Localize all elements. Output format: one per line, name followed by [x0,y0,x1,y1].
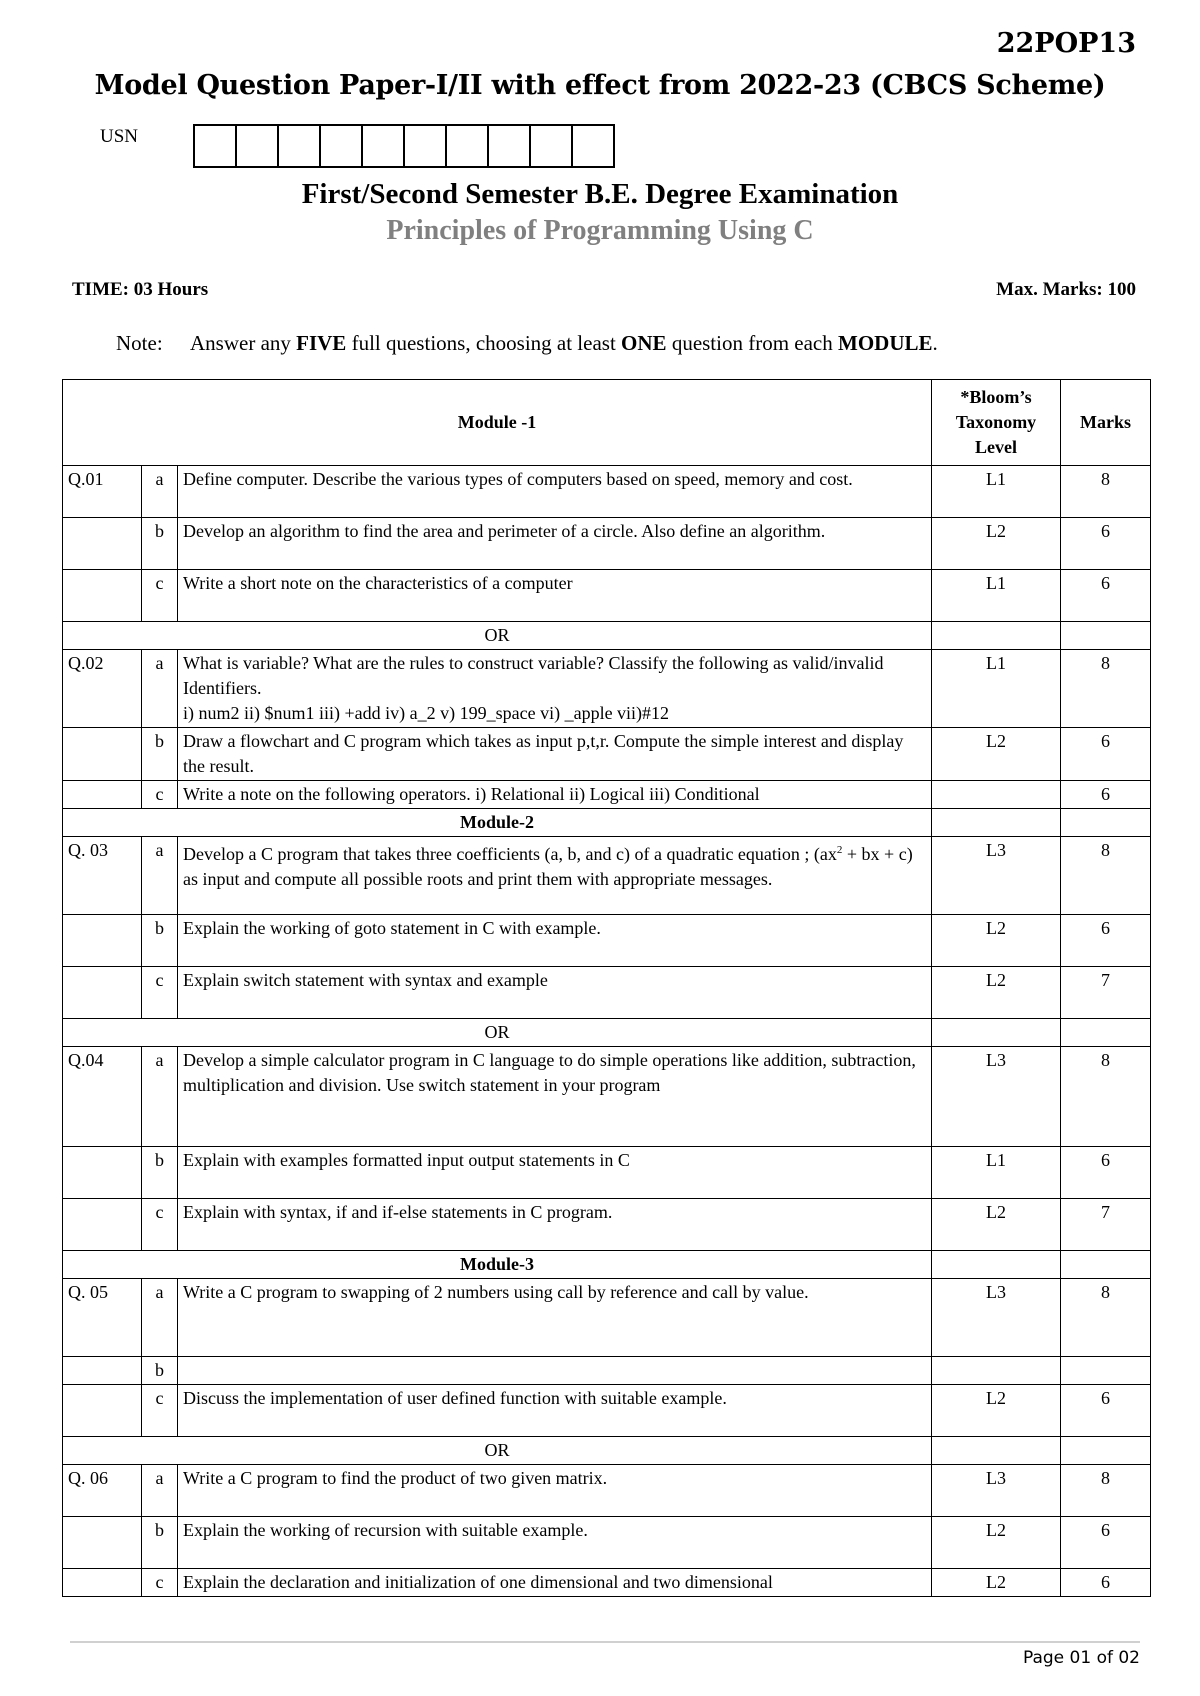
usn-boxes [193,124,615,168]
empty-cell [63,570,142,622]
empty-cell [63,1569,142,1597]
question-text [178,837,932,915]
note-part: question from each [666,331,839,355]
marks-value: 8 [1061,1279,1151,1357]
blooms-level: L3 [932,837,1061,915]
empty-cell [932,1357,1061,1385]
question-text: Explain the working of goto statement in C with example. [178,915,932,967]
question-text: Draw a flowchart and C program which takes as input p,t,r. Compute the simple interest and display the result. [178,728,932,781]
table-row [63,650,1151,728]
blooms-level: L2 [932,967,1061,1019]
question-part: c [142,570,178,622]
usn-box[interactable] [237,124,279,168]
question-part: b [142,518,178,570]
table-row [63,518,1151,570]
table-row [63,1517,1151,1569]
question-text: Write a C program to swapping of 2 numbers using call by reference and call by value. [178,1279,932,1357]
blooms-level: L3 [932,1047,1061,1147]
question-text: Write a short note on the characteristics of a computer [178,570,932,622]
question-part: c [142,781,178,809]
marks-value: 7 [1061,967,1151,1019]
empty-cell [1061,622,1151,650]
blooms-level: L1 [932,466,1061,518]
empty-cell [1061,1437,1151,1465]
note-text [190,331,938,356]
superscript: 2 [836,844,843,856]
table-row [63,1465,1151,1517]
usn-box[interactable] [363,124,405,168]
marks-value: 8 [1061,1047,1151,1147]
table-row [63,1279,1151,1357]
question-text: Write a note on the following operators. i) Relational ii) Logical iii) Conditional [178,781,932,809]
question-text: Explain with syntax, if and if-else statements in C program. [178,1199,932,1251]
table-row [63,1357,1151,1385]
marks-value: 6 [1061,728,1151,781]
empty-cell [1061,1251,1151,1279]
usn-box[interactable] [321,124,363,168]
empty-cell [63,1517,142,1569]
question-number: Q. 03 [63,837,142,915]
note-bold: MODULE [838,331,933,355]
marks-value: 8 [1061,650,1151,728]
module-row [63,809,1151,837]
question-part: a [142,650,178,728]
table-row [63,781,1151,809]
blooms-level: L2 [932,1199,1061,1251]
marks-value: 8 [1061,1465,1151,1517]
question-number: Q.04 [63,1047,142,1147]
or-row [63,1019,1151,1047]
usn-box[interactable] [195,124,237,168]
empty-cell [63,518,142,570]
empty-cell [63,1385,142,1437]
question-text: Discuss the implementation of user defined function with suitable example. [178,1385,932,1437]
empty-cell [63,781,142,809]
blooms-level: L2 [932,915,1061,967]
question-text: Develop a simple calculator program in C language to do simple operations like addition, subtraction, multiplication and division. Use switch statement in your program [178,1047,932,1147]
table-row [63,1147,1151,1199]
usn-box[interactable] [405,124,447,168]
question-text-part: + bx + c) as input and compute all possible roots and print them with appropriate messages. [183,844,913,889]
or-divider: OR [63,1019,932,1047]
usn-box[interactable] [489,124,531,168]
blooms-level: L2 [932,1517,1061,1569]
marks-value: 6 [1061,781,1151,809]
empty-cell [178,1357,932,1385]
question-part: a [142,837,178,915]
table-header-row [63,380,1151,466]
footer-divider [70,1641,1140,1643]
question-part: c [142,1199,178,1251]
empty-cell [932,1251,1061,1279]
blooms-level-header: *Bloom’s Taxonomy Level [932,380,1061,466]
question-part: b [142,915,178,967]
table-row [63,466,1151,518]
exam-title: First/Second Semester B.E. Degree Examination [301,178,899,210]
question-part: c [142,1569,178,1597]
empty-cell [932,1019,1061,1047]
question-table [62,379,1151,1597]
question-text: Write a C program to find the product of two given matrix. [178,1465,932,1517]
empty-cell [932,809,1061,837]
question-number: Q. 05 [63,1279,142,1357]
or-divider: OR [63,1437,932,1465]
marks-value: 6 [1061,1147,1151,1199]
table-row [63,1569,1151,1597]
question-text: Develop an algorithm to find the area and perimeter of a circle. Also define an algorithm. [178,518,932,570]
note-bold: ONE [621,331,667,355]
table-row [63,1199,1151,1251]
empty-cell [932,781,1061,809]
marks-value: 8 [1061,837,1151,915]
table-row [63,1047,1151,1147]
blooms-level: L2 [932,728,1061,781]
question-text: Explain the declaration and initialization of one dimensional and two dimensional [178,1569,932,1597]
marks-value: 8 [1061,466,1151,518]
empty-cell [63,728,142,781]
table-row [63,728,1151,781]
subject-code: 22POP13 [996,28,1136,59]
paper-title: Model Question Paper-I/II with effect from 2022-23 (CBCS Scheme) [94,70,1106,101]
question-part: b [142,1147,178,1199]
blooms-level: L1 [932,570,1061,622]
max-marks-info: Max. Marks: 100 [996,279,1136,300]
blooms-level: L3 [932,1279,1061,1357]
question-number: Q. 06 [63,1465,142,1517]
note-part: full questions, choosing at least [346,331,622,355]
question-number: Q.02 [63,650,142,728]
table-row [63,1385,1151,1437]
question-text: Define computer. Describe the various types of computers based on speed, memory and cost. [178,466,932,518]
question-part: a [142,466,178,518]
question-part: b [142,1517,178,1569]
question-text [178,650,932,728]
usn-label: USN [100,126,139,147]
question-part: b [142,728,178,781]
marks-value: 6 [1061,1385,1151,1437]
marks-value: 6 [1061,915,1151,967]
blooms-level: L2 [932,1385,1061,1437]
note-bold: FIVE [296,331,347,355]
table-row [63,837,1151,915]
marks-value: 6 [1061,570,1151,622]
time-info: TIME: 03 Hours [72,279,209,300]
or-row [63,1437,1151,1465]
empty-cell [1061,1019,1151,1047]
module-3-heading: Module-3 [63,1251,932,1279]
note-part: Answer any [190,331,297,355]
blooms-level: L1 [932,650,1061,728]
empty-cell [63,1357,142,1385]
module-1-heading: Module -1 [63,380,932,466]
question-text: Explain with examples formatted input output statements in C [178,1147,932,1199]
or-divider: OR [63,622,932,650]
question-part: a [142,1279,178,1357]
marks-value: 6 [1061,518,1151,570]
marks-value: 7 [1061,1199,1151,1251]
module-row [63,1251,1151,1279]
empty-cell [1061,1357,1151,1385]
question-text: Explain the working of recursion with suitable example. [178,1517,932,1569]
question-line: What is variable? What are the rules to construct variable? Classify the following as valid/invalid Identifiers. [183,653,884,698]
empty-cell [63,1199,142,1251]
question-line: i) num2 ii) $num1 iii) +add iv) a_2 v) 199_space vi) _apple vii)#12 [183,703,670,723]
empty-cell [63,915,142,967]
note-label: Note: [116,331,163,355]
empty-cell [63,1147,142,1199]
question-number: Q.01 [63,466,142,518]
question-part: a [142,1047,178,1147]
usn-box[interactable] [279,124,321,168]
marks-header: Marks [1061,380,1151,466]
empty-cell [1061,809,1151,837]
module-2-heading: Module-2 [63,809,932,837]
marks-value: 6 [1061,1517,1151,1569]
subject-title: Principles of Programming Using C [386,215,814,246]
table-row [63,915,1151,967]
or-row [63,622,1151,650]
question-text: Explain switch statement with syntax and example [178,967,932,1019]
question-text-part: Develop a C program that takes three coefficients (a, b, and c) of a quadratic equation ; (ax [183,844,837,864]
note-part: . [932,331,938,355]
marks-value: 6 [1061,1569,1151,1597]
table-row [63,570,1151,622]
question-part: b [142,1357,178,1385]
question-part: a [142,1465,178,1517]
blooms-level: L3 [932,1465,1061,1517]
blooms-level: L1 [932,1147,1061,1199]
usn-box[interactable] [573,124,615,168]
blooms-level: L2 [932,1569,1061,1597]
table-row [63,967,1151,1019]
question-part: c [142,967,178,1019]
page-number: Page 01 of 02 [1022,1648,1140,1668]
blooms-level: L2 [932,518,1061,570]
empty-cell [932,622,1061,650]
usn-box[interactable] [447,124,489,168]
empty-cell [63,967,142,1019]
usn-box[interactable] [531,124,573,168]
question-part: c [142,1385,178,1437]
empty-cell [932,1437,1061,1465]
